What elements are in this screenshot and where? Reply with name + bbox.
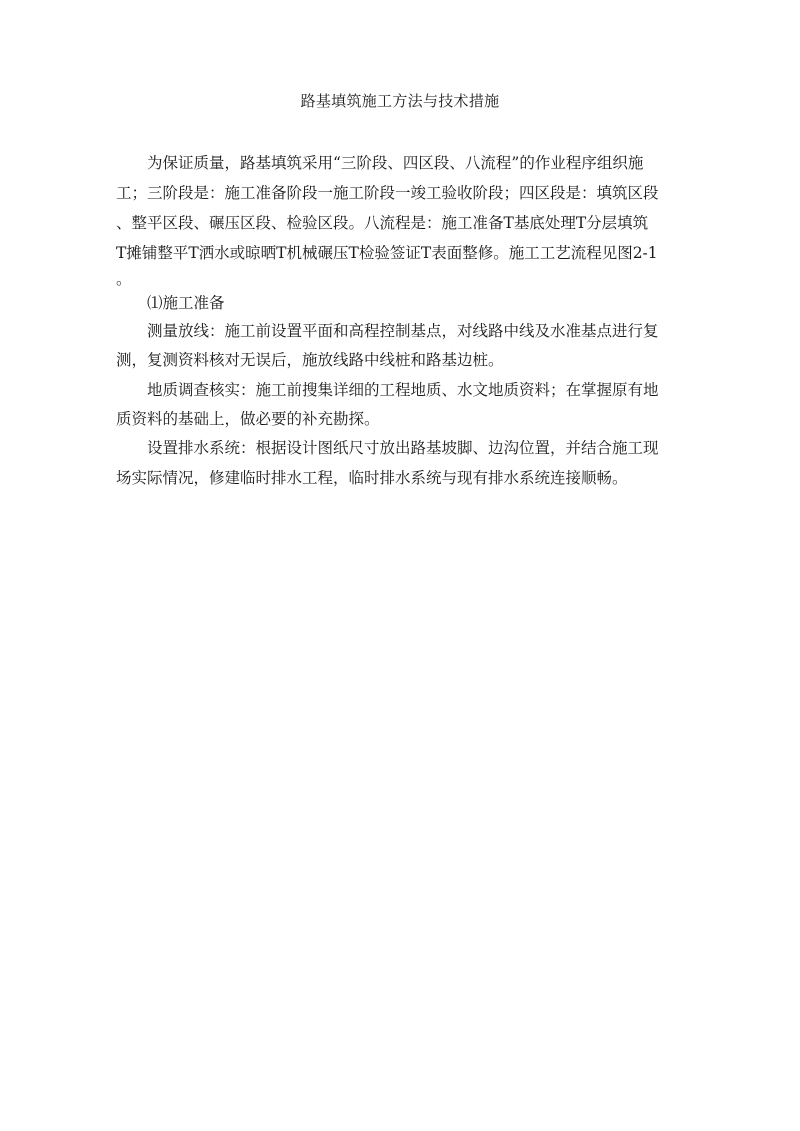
paragraph-survey-line-1: 测量放线：施工前设置平面和高程控制基点，对线路中线及水准基点进行复 [147,322,659,340]
section-heading-construction-prep: ⑴施工准备 [147,294,225,312]
paragraph-survey-line-2: 测，复测资料核对无误后，施放线路中线桩和路基边桩。 [116,351,504,369]
paragraph-1-line-4: T摊铺整平T洒水或晾晒T机械碾压T检验签证T表面整修。施工工艺流程见图2-1 [116,244,658,262]
document-title: 路基填筑施工方法与技术措施 [300,92,500,110]
paragraph-1-line-2: 工；三阶段是：施工准备阶段一施工阶段一竣工验收阶段；四区段是：填筑区段 [116,184,659,202]
paragraph-drainage-line-2: 场实际情况，修建临时排水工程，临时排水系统与现有排水系统连接顺畅。 [116,469,628,487]
paragraph-geology-line-2: 质资料的基础上，做必要的补充勘探。 [116,410,380,428]
paragraph-1-line-1: 为保证质量，路基填筑采用“三阶段、四区段、八流程”的作业程序组织施 [147,154,644,172]
paragraph-drainage-line-1: 设置排水系统：根据设计图纸尺寸放出路基坡脚、边沟位置，并结合施工现 [147,439,659,457]
paragraph-geology-line-1: 地质调查核实：施工前搜集详细的工程地质、水文地质资料；在掌握原有地 [147,381,659,399]
paragraph-1-line-5: 。 [116,270,132,288]
paragraph-1-line-3: 、整平区段、碾压区段、检验区段。八流程是：施工准备T基底处理T分层填筑 [116,214,649,232]
